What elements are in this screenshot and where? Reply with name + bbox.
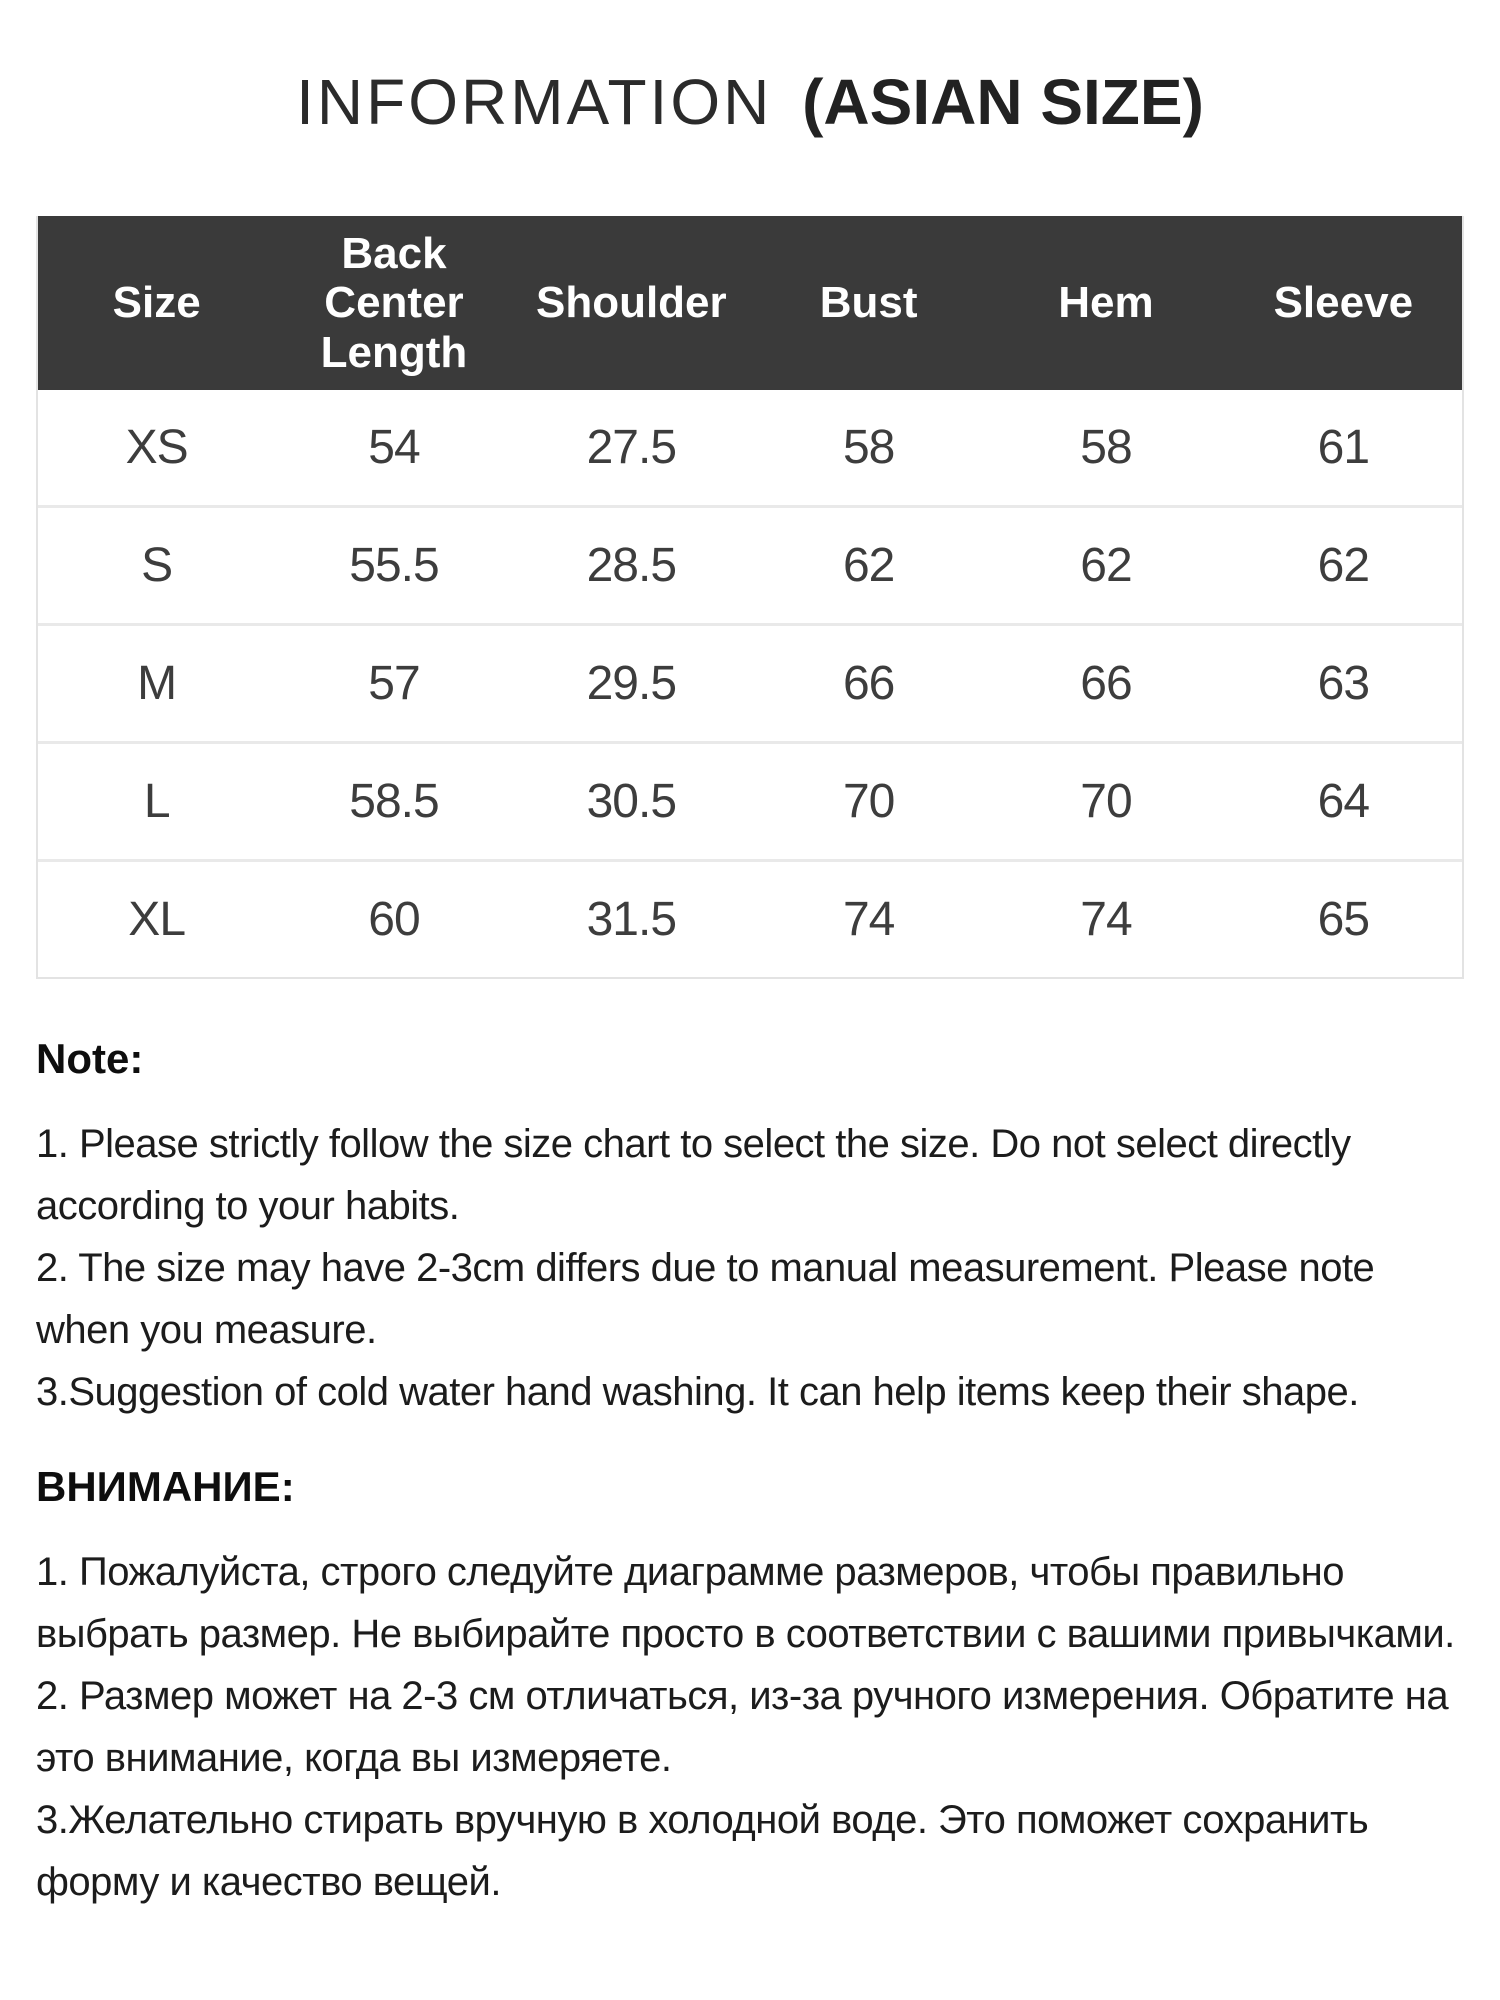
header-sleeve: Sleeve — [1225, 216, 1462, 390]
size-chart-container — [36, 216, 1464, 979]
header-size: Size — [38, 216, 275, 390]
table-row-l — [38, 743, 1462, 861]
cell-hem: 70 — [987, 743, 1224, 861]
cell-back-center-length: 55.5 — [275, 507, 512, 625]
cell-size: L — [38, 743, 275, 861]
cell-shoulder: 28.5 — [513, 507, 750, 625]
note-item-en-3: 3.Suggestion of cold water hand washing. It can help items keep their shape. — [36, 1370, 1359, 1414]
cell-shoulder: 27.5 — [513, 390, 750, 507]
header-shoulder: Shoulder — [513, 216, 750, 390]
cell-shoulder: 31.5 — [513, 861, 750, 978]
table-row-xs — [38, 390, 1462, 507]
header-back-center-length: Back Center Length — [275, 216, 512, 390]
cell-sleeve: 62 — [1225, 507, 1462, 625]
note-item-ru-1: 1. Пожалуйста, строго следуйте диаграмме размеров, чтобы правильно выбрать размер. Не выбирайте просто в соответствии с вашими привычками. — [36, 1550, 1455, 1656]
cell-hem: 74 — [987, 861, 1224, 978]
note-item-en-2: 2. The size may have 2-3cm differs due to manual measurement. Please note when you measure. — [36, 1246, 1375, 1352]
cell-bust: 58 — [750, 390, 987, 507]
cell-sleeve: 65 — [1225, 861, 1462, 978]
cell-sleeve: 64 — [1225, 743, 1462, 861]
note-item-ru-3: 3.Желательно стирать вручную в холодной воде. Это поможет сохранить форму и качество вещей. — [36, 1798, 1369, 1904]
header-hem: Hem — [987, 216, 1224, 390]
note-item-en-1: 1. Please strictly follow the size chart to select the size. Do not select directly according to your habits. — [36, 1122, 1351, 1228]
cell-back-center-length: 57 — [275, 625, 512, 743]
cell-hem: 66 — [987, 625, 1224, 743]
cell-hem: 62 — [987, 507, 1224, 625]
page-title — [0, 48, 1500, 156]
size-chart-header — [38, 216, 1462, 390]
header-bust: Bust — [750, 216, 987, 390]
size-chart-body — [38, 390, 1462, 977]
table-row-m — [38, 625, 1462, 743]
cell-back-center-length: 60 — [275, 861, 512, 978]
cell-bust: 66 — [750, 625, 987, 743]
size-information-page — [0, 48, 1500, 2000]
cell-shoulder: 29.5 — [513, 625, 750, 743]
size-chart-table — [38, 216, 1462, 977]
page-title-bold: (ASIAN SIZE) — [802, 66, 1204, 138]
header-row — [38, 216, 1462, 390]
notes-section — [36, 1035, 1464, 1913]
cell-back-center-length: 58.5 — [275, 743, 512, 861]
cell-bust: 74 — [750, 861, 987, 978]
table-row-xl — [38, 861, 1462, 978]
cell-back-center-length: 54 — [275, 390, 512, 507]
note-heading-en: Note: — [36, 1035, 144, 1082]
cell-shoulder: 30.5 — [513, 743, 750, 861]
cell-sleeve: 61 — [1225, 390, 1462, 507]
page-title-light: INFORMATION — [296, 66, 773, 138]
table-row-s — [38, 507, 1462, 625]
cell-size: S — [38, 507, 275, 625]
cell-bust: 62 — [750, 507, 987, 625]
cell-bust: 70 — [750, 743, 987, 861]
cell-size: XS — [38, 390, 275, 507]
cell-size: XL — [38, 861, 275, 978]
cell-size: M — [38, 625, 275, 743]
note-item-ru-2: 2. Размер может на 2-3 см отличаться, из-за ручного измерения. Обратите на это внимание, когда вы измеряете. — [36, 1674, 1449, 1780]
note-heading-ru: ВНИМАНИЕ: — [36, 1463, 295, 1510]
cell-sleeve: 63 — [1225, 625, 1462, 743]
cell-hem: 58 — [987, 390, 1224, 507]
